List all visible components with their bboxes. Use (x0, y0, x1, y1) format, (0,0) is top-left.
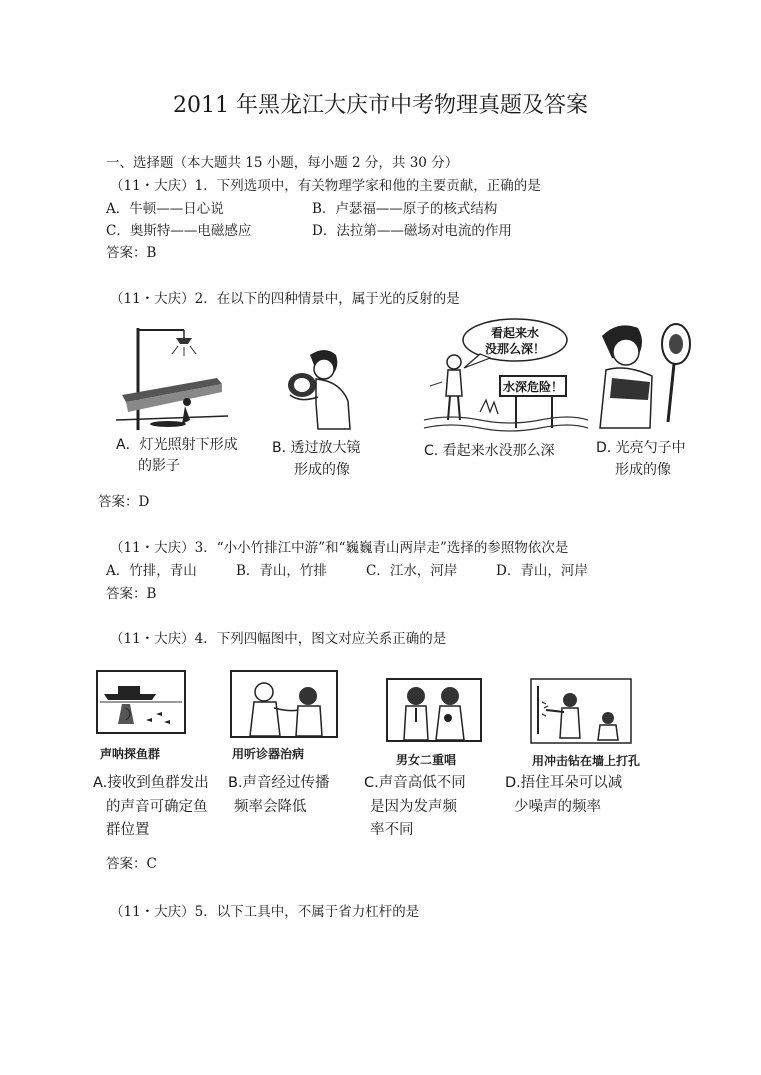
q3-option-c: C．江水，河岸 (366, 563, 458, 579)
q5-stem: （11・大庆）5．以下工具中，不属于省力杠杆的是 (110, 904, 420, 920)
q1-stem: （11・大庆）1．下列选项中，有关物理学家和他的主要贡献，正确的是 (110, 178, 541, 194)
q2-figure-a (112, 320, 232, 435)
q1-option-d: D．法拉第——磁场对电流的作用 (312, 223, 512, 239)
q2-figure-c (420, 316, 590, 436)
bubble-line1: 看起来水 (490, 326, 540, 340)
q4-caption-d-line2: 少噪声的频率 (514, 799, 601, 815)
q4-banner-b: 用听诊器治病 (232, 747, 305, 761)
q2-caption-b-line1: B. 透过放大镜 (272, 440, 361, 456)
warning-sign-text: 水深危险！ (502, 380, 564, 394)
q4-caption-c-line1: C.声音高低不同 (364, 775, 466, 791)
q2-caption-b-line2: 形成的像 (294, 462, 350, 478)
q3-stem: （11・大庆）3．“小小竹排江中游”和“巍巍青山两岸走”选择的参照物依次是 (110, 540, 569, 556)
spoon-reflection-illustration (592, 318, 702, 436)
q4-banner-a: 声呐探鱼群 (100, 747, 161, 761)
q3-option-a: A．竹排，青山 (106, 563, 197, 579)
q1-option-a: A．牛顿——日心说 (106, 201, 224, 217)
q4-figure-c (386, 678, 482, 742)
q1-option-b: B．卢瑟福——原子的核式结构 (312, 201, 498, 217)
q4-caption-a-line3: 群位置 (106, 822, 150, 838)
q4-stem: （11・大庆）4．下列四幅图中，图文对应关系正确的是 (110, 631, 447, 647)
q4-answer: 答案：C (106, 856, 157, 872)
q2-caption-a-line2: 的影子 (138, 458, 180, 474)
q3-answer: 答案：B (106, 586, 157, 602)
q4-caption-a-line1: A.接收到鱼群发出 (93, 775, 209, 791)
q4-caption-b-line2: 频率会降低 (234, 799, 307, 815)
impact-drill-illustration (530, 678, 632, 744)
section-heading: 一、选择题（本大题共 15 小题，每小题 2 分，共 30 分） (106, 155, 459, 171)
stethoscope-illustration (230, 670, 338, 738)
q2-answer: 答案：D (98, 494, 150, 510)
q4-caption-a-line2: 的声音可确定鱼 (106, 799, 208, 815)
bubble-line2: 没那么深！ (484, 342, 546, 356)
q4-caption-b-line1: B.声音经过传播 (228, 775, 330, 791)
water-depth-illustration (420, 316, 590, 436)
q1-answer: 答案：B (106, 245, 157, 261)
q2-caption-c: C. 看起来水没那么深 (424, 443, 555, 459)
page-title: 2011 年黑龙江大庆市中考物理真题及答案 (173, 93, 588, 118)
q4-caption-c-line3: 率不同 (370, 822, 414, 838)
q2-caption-d-line1: D. 光亮勺子中 (596, 440, 686, 456)
q4-figure-b (230, 670, 338, 738)
duet-singers-illustration (386, 678, 482, 742)
q2-stem: （11・大庆）2．在以下的四种情景中，属于光的反射的是 (110, 291, 460, 307)
q4-caption-c-line2: 是因为发声频 (370, 799, 457, 815)
q2-figure-b (270, 345, 360, 430)
q4-figure-a (96, 670, 186, 734)
q2-caption-a-line1: A．灯光照射下形成 (116, 437, 238, 453)
q1-option-c: C．奥斯特——电磁感应 (106, 223, 252, 239)
q4-figure-d (530, 678, 632, 744)
sonar-fish-illustration (96, 670, 186, 734)
lamp-shadow-illustration (112, 320, 232, 435)
magnifier-illustration (270, 345, 360, 430)
q2-figure-d (592, 318, 702, 436)
q3-option-d: D．青山，河岸 (496, 563, 588, 579)
q4-caption-d-line1: D.捂住耳朵可以减 (505, 775, 623, 791)
q4-banner-d: 用冲击钻在墙上打孔 (532, 754, 641, 768)
q4-banner-c: 男女二重唱 (396, 753, 457, 767)
q3-option-b: B．青山，竹排 (236, 563, 327, 579)
q2-caption-d-line2: 形成的像 (615, 462, 671, 478)
